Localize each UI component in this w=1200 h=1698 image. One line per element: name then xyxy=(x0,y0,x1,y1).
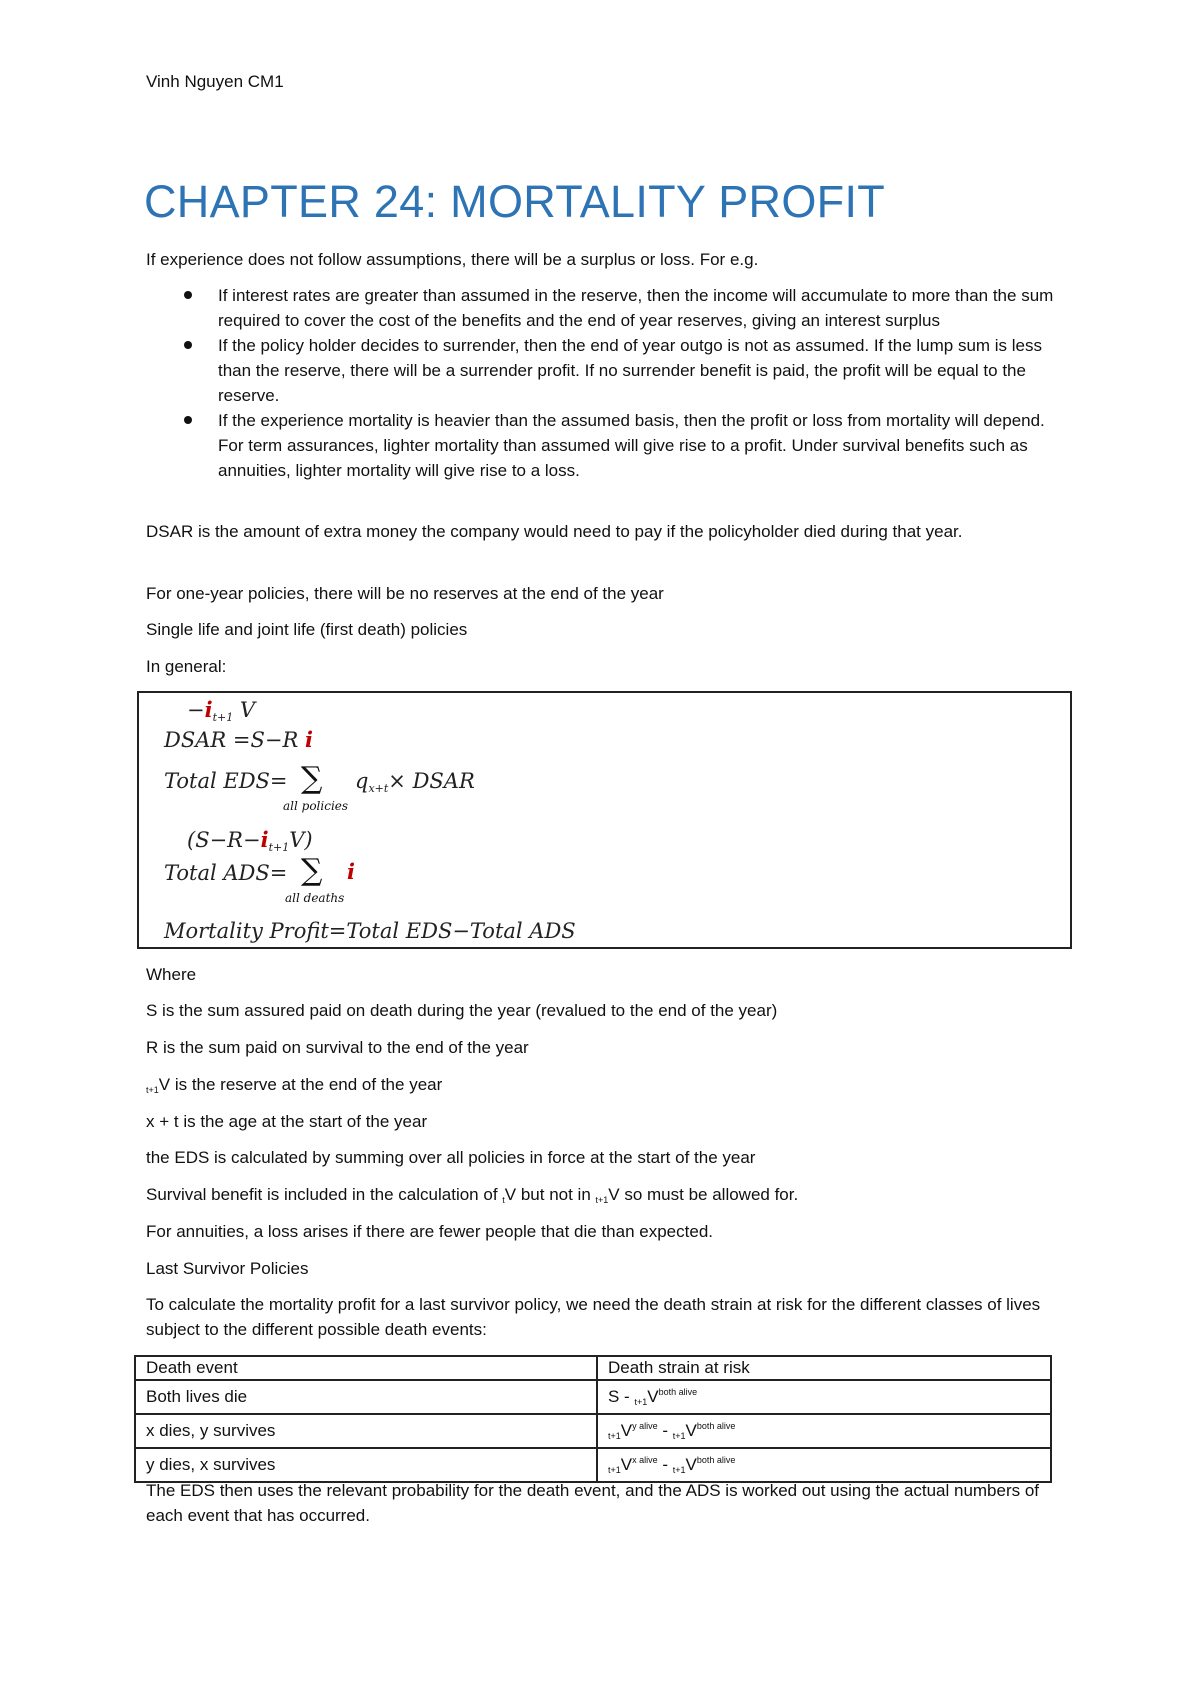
ads-paren-close: V) xyxy=(289,828,313,852)
table-row xyxy=(135,1448,1051,1482)
where-label: Where xyxy=(146,965,197,984)
i-symbol: i xyxy=(260,827,269,852)
intro-text: If experience does not follow assumptions, there will be a surplus or loss. For e.g. xyxy=(146,250,759,269)
strain-sup: both alive xyxy=(696,1421,736,1431)
table-header-cell: Death event xyxy=(135,1356,597,1380)
formula-ads-paren xyxy=(187,827,313,854)
i-symbol: i xyxy=(204,697,213,722)
annuities-note: For annuities, a loss arises if there are fewer people that die than expected. xyxy=(146,1222,713,1241)
bullet-item xyxy=(146,283,1066,333)
strain-sub: t+1 xyxy=(672,1431,686,1441)
formula-line-reserve xyxy=(187,697,255,724)
bullet-icon xyxy=(184,341,192,349)
bullet-item xyxy=(146,408,1066,483)
strain-sup: x alive xyxy=(632,1455,658,1465)
v-symbol: V xyxy=(239,698,256,722)
bullet-text: If the policy holder decides to surrender, then the end of year outgo is not as assumed. If the lump sum is less than the reserve, there will be a surrender profit. If no surrender benefit is paid, the profit will be equal to the reserve. xyxy=(218,336,1043,405)
v-text: V is the reserve at the end of the year xyxy=(158,1075,443,1094)
strain-sup: y alive xyxy=(632,1421,658,1431)
t1-subscript: t+1 xyxy=(212,711,234,724)
strain-v: V xyxy=(685,1455,697,1474)
v-prefix-subscript: t+1 xyxy=(146,1085,159,1095)
ads-under-label: all deaths xyxy=(285,891,345,905)
table-row xyxy=(135,1414,1051,1448)
where-eds: the EDS is calculated by summing over all policies in force at the start of the year xyxy=(146,1148,756,1167)
survival-a: Survival benefit is included in the calculation of xyxy=(146,1185,503,1204)
bullet-icon xyxy=(184,416,192,424)
dsar-definition: DSAR is the amount of extra money the company would need to pay if the policyholder died during that year. xyxy=(146,522,963,541)
where-age: x + t is the age at the start of the year xyxy=(146,1112,428,1131)
strain-sub: t+1 xyxy=(672,1465,686,1475)
strain-v: V xyxy=(685,1421,697,1440)
eds-tail: × DSAR xyxy=(388,769,475,793)
death-event-cell: y dies, x survives xyxy=(135,1448,597,1482)
last-survivor-heading: Last Survivor Policies xyxy=(146,1259,309,1278)
death-event-cell: x dies, y survives xyxy=(135,1414,597,1448)
formula-eds-lhs: Total EDS= xyxy=(164,769,288,793)
ads-i-symbol: i xyxy=(347,859,355,884)
strain-sup: both alive xyxy=(696,1455,736,1465)
sigma-ads: ∑ xyxy=(301,853,323,888)
eds-under-label: all policies xyxy=(283,799,349,813)
bullet-list xyxy=(146,283,1066,483)
strain-v: V xyxy=(647,1387,659,1406)
q-subscript: x+t xyxy=(368,782,389,795)
formula-eds-rhs xyxy=(355,769,475,795)
strain-cell xyxy=(597,1380,1051,1414)
survival-t-sub: t xyxy=(502,1195,505,1205)
strain-text: - xyxy=(657,1455,673,1474)
strain-sub: t+1 xyxy=(608,1465,621,1475)
dsar-lhs: DSAR =S−R xyxy=(164,728,299,752)
strain-sub: t+1 xyxy=(634,1397,648,1407)
strain-sub: t+1 xyxy=(608,1431,621,1441)
strain-text: S - xyxy=(608,1387,635,1406)
t1-subscript: t+1 xyxy=(268,841,290,854)
survival-c: V so must be allowed for. xyxy=(608,1185,799,1204)
survival-t1-sub: t+1 xyxy=(595,1195,609,1205)
formula-dsar xyxy=(164,727,313,752)
single-joint-heading: Single life and joint life (first death) policies xyxy=(146,620,468,639)
chapter-title: CHAPTER 24: MORTALITY PROFIT xyxy=(144,176,886,227)
formula-ads-lhs: Total ADS= xyxy=(164,861,288,885)
formula-profit: Mortality Profit=Total EDS−Total ADS xyxy=(164,919,576,943)
table-header-row xyxy=(135,1356,1051,1380)
minus-sign: − xyxy=(187,698,205,722)
death-strain-table xyxy=(134,1355,1052,1483)
last-survivor-desc: To calculate the mortality profit for a last survivor policy, we need the death strain at risk for the different classes of lives subject to the different possible death events: xyxy=(146,1295,1041,1339)
author-header: Vinh Nguyen CM1 xyxy=(146,72,284,91)
strain-v: V xyxy=(620,1421,633,1440)
closing-paragraph: The EDS then uses the relevant probability for the death event, and the ADS is worked out using the actual numbers of each event that has occurred. xyxy=(146,1481,1040,1525)
bullet-text: If interest rates are greater than assumed in the reserve, then the income will accumulate to more than the sum required to cover the cost of the benefits and the end of year reserves, giving an interest surplus xyxy=(218,286,1054,330)
in-general-label: In general: xyxy=(146,657,227,676)
bullet-icon xyxy=(184,291,192,299)
table-row xyxy=(135,1380,1051,1414)
sigma-eds: ∑ xyxy=(301,761,323,796)
strain-v: V xyxy=(620,1455,633,1474)
strain-sup: both alive xyxy=(658,1387,698,1397)
i-symbol: i xyxy=(304,727,313,752)
strain-cell xyxy=(597,1414,1051,1448)
ads-paren-open: (S−R− xyxy=(187,828,261,852)
where-r: R is the sum paid on survival to the end of the year xyxy=(146,1038,529,1057)
death-event-cell: Both lives die xyxy=(135,1380,597,1414)
survival-note xyxy=(146,1182,798,1213)
formula-box xyxy=(137,691,1072,949)
strain-text: - xyxy=(657,1421,673,1440)
where-v xyxy=(146,1072,442,1103)
bullet-item xyxy=(146,333,1066,408)
one-year-note: For one-year policies, there will be no reserves at the end of the year xyxy=(146,584,664,603)
survival-b: V but not in xyxy=(504,1185,596,1204)
q-symbol: q xyxy=(355,769,369,793)
bullet-text: If the experience mortality is heavier than the assumed basis, then the profit or loss from mortality will depend. For term assurances, lighter mortality than assumed will give rise to a profit. Under survival benefits such as annuities, lighter mortality will give rise to a loss. xyxy=(218,411,1045,480)
strain-cell xyxy=(597,1448,1051,1482)
where-s: S is the sum assured paid on death during the year (revalued to the end of the year) xyxy=(146,1001,778,1020)
table-header-cell: Death strain at risk xyxy=(597,1356,1051,1380)
